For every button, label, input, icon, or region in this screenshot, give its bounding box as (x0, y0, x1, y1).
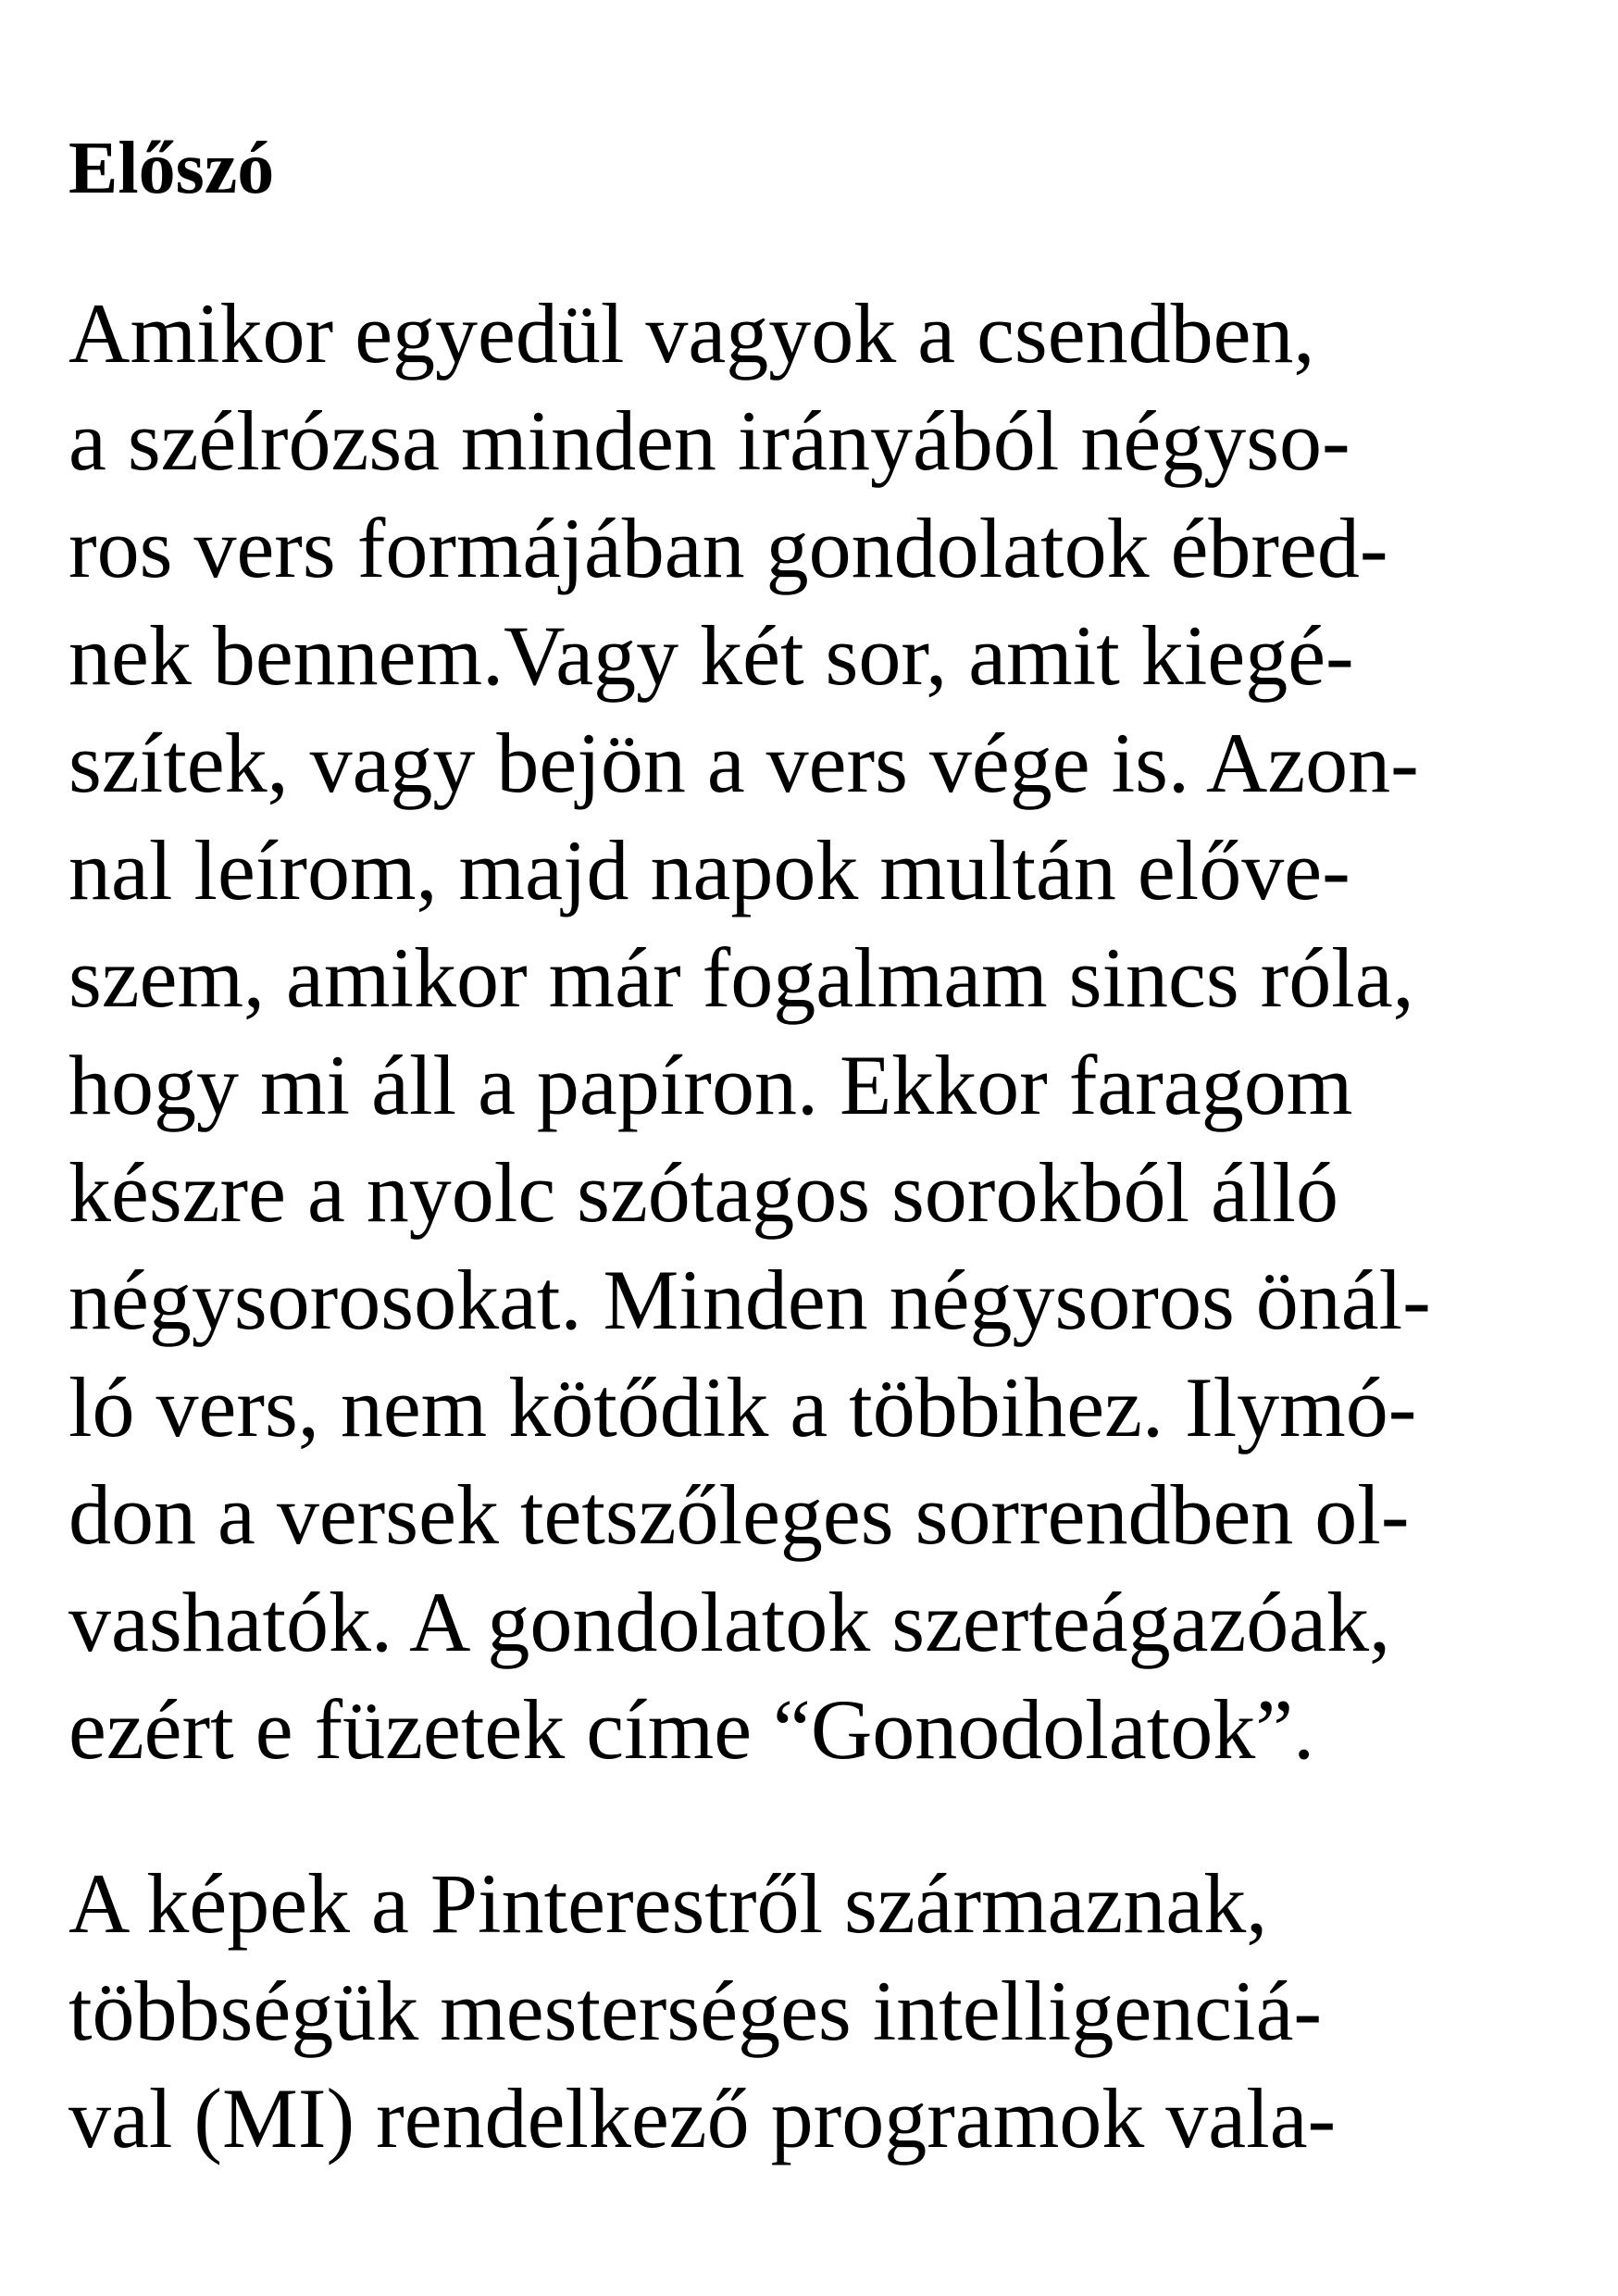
text-line: ros vers formájában gondolatok ébred- (68, 501, 1388, 595)
text-line: Amikor egyedül vagyok a csendben, (68, 286, 1315, 381)
text-line: ezért e füzetek címe “Gonodolatok”. (68, 1682, 1315, 1777)
paragraph-intro (68, 280, 1431, 1783)
text-line: nal leírom, majd napok multán előve- (68, 823, 1350, 917)
text-line: ló vers, nem kötődik a többihez. Ilymó- (68, 1360, 1417, 1454)
text-line: szítek, vagy bejön a vers vége is. Azon- (68, 716, 1419, 810)
section-heading: Előszó (68, 128, 275, 209)
text-line: nek bennem.Vagy két sor, amit kiegé- (68, 608, 1354, 703)
paragraph-images (68, 1850, 1336, 2172)
text-line: vashatók. A gondolatok szerteágazóak, (68, 1575, 1391, 1669)
text-line: don a versek tetszőleges sorrendben ol- (68, 1467, 1410, 1562)
text-line: a szélrózsa minden irányából négyso- (68, 393, 1350, 488)
text-line: val (MI) rendelkező programok vala- (68, 2071, 1337, 2165)
text-line: hogy mi áll a papíron. Ekkor faragom (68, 1038, 1353, 1132)
text-line: szem, amikor már fogalmam sincs róla, (68, 930, 1414, 1025)
text-line: többségük mesterséges intelligenciá- (68, 1964, 1323, 2058)
text-line: A képek a Pinterestről származnak, (68, 1856, 1268, 1951)
text-line: négysorosokat. Minden négysoros önál- (68, 1253, 1431, 1347)
text-line: készre a nyolc szótagos sorokból álló (68, 1145, 1338, 1240)
